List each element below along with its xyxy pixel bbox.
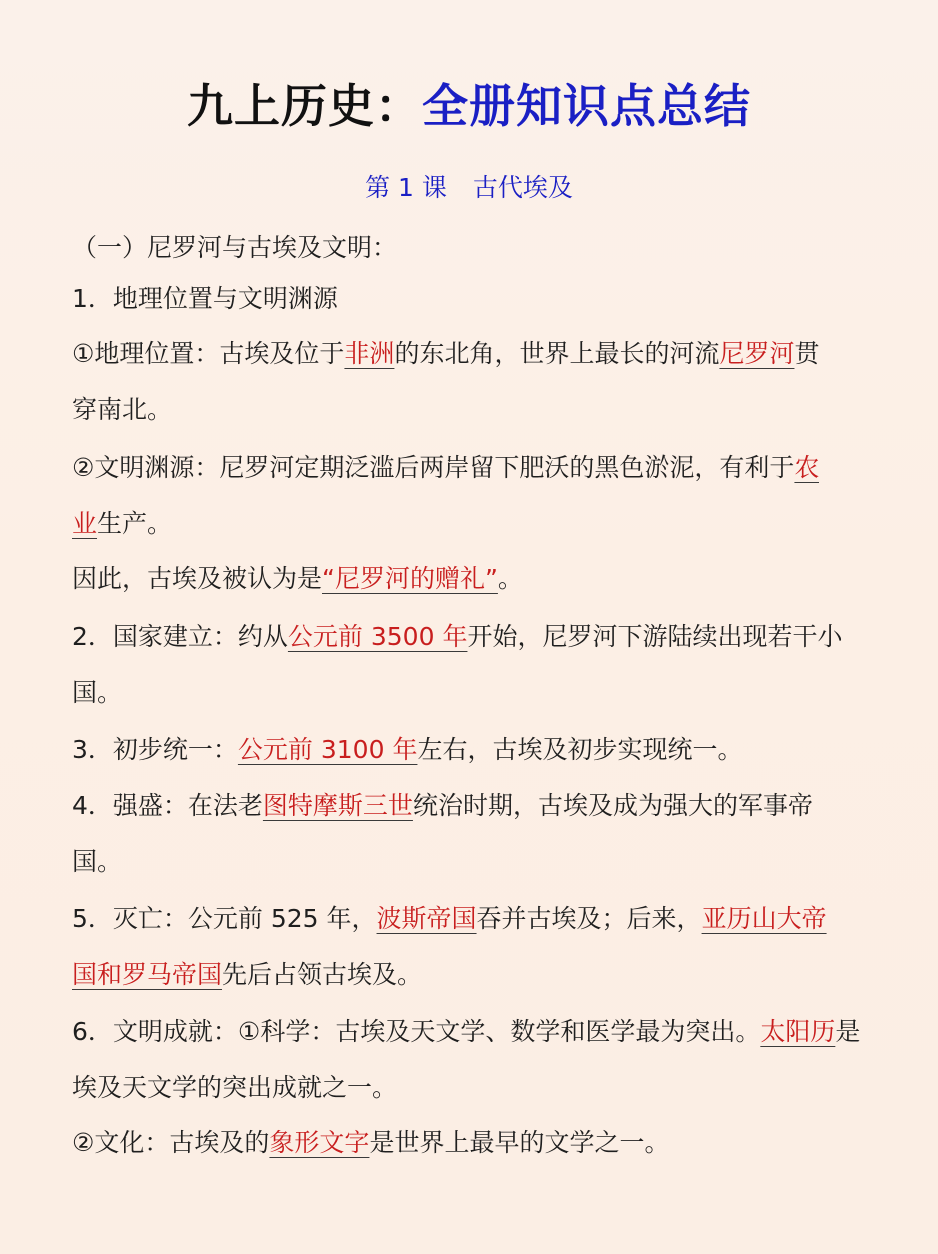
text-line xyxy=(72,790,813,822)
keyword: 非洲 xyxy=(344,339,395,368)
text-line xyxy=(72,338,819,370)
text-line xyxy=(72,734,742,766)
text-span: 开始，尼罗河下游陆续出现若干小 xyxy=(467,622,843,651)
keyword: 公元前 3100 年 xyxy=(237,735,418,764)
text-line xyxy=(72,283,338,315)
text-span: 因此，古埃及被认为是 xyxy=(72,564,323,593)
text-span: 3．初步统一： xyxy=(72,735,238,764)
title-highlight: 全册知识点总结 xyxy=(422,79,751,133)
text-span: 1．地理位置与文明渊源 xyxy=(72,284,338,313)
text-span: 国。 xyxy=(72,847,123,876)
keyword: 亚历山大帝 xyxy=(701,904,827,933)
text-span: 左右，古埃及初步实现统一。 xyxy=(417,735,743,764)
text-span: 2．国家建立：约从 xyxy=(72,622,288,651)
text-span: 。 xyxy=(497,564,523,593)
text-span: 生产。 xyxy=(97,509,173,538)
text-span: 国。 xyxy=(72,678,123,707)
text-span: 贯 xyxy=(794,339,820,368)
text-line xyxy=(72,508,172,540)
keyword: 图特摩斯三世 xyxy=(262,791,413,820)
text-span: 埃及天文学的突出成就之一。 xyxy=(72,1073,398,1102)
text-span: 5．灭亡：公元前 525 年， xyxy=(72,904,377,933)
keyword: 太阳历 xyxy=(760,1017,836,1046)
text-span: 先后占领古埃及。 xyxy=(222,960,423,989)
text-span: 是 xyxy=(835,1017,861,1046)
text-span: 是世界上最早的文学之一。 xyxy=(369,1128,670,1157)
keyword: 公元前 3500 年 xyxy=(287,622,468,651)
text-span: 4．强盛：在法老 xyxy=(72,791,263,820)
keyword: 波斯帝国 xyxy=(376,904,477,933)
text-span: 的东北角，世界上最长的河流 xyxy=(394,339,720,368)
text-line xyxy=(72,1016,860,1048)
text-line xyxy=(72,903,827,935)
lesson-number: 第 1 课 xyxy=(365,173,447,202)
text-line xyxy=(72,563,523,595)
text-span: ①地理位置：古埃及位于 xyxy=(72,339,345,368)
title-prefix: 九上历史： xyxy=(187,79,422,133)
text-span: ②文化：古埃及的 xyxy=(72,1128,270,1157)
text-line xyxy=(72,1127,669,1159)
text-span: 吞并古埃及；后来， xyxy=(476,904,702,933)
section-heading: （一）尼罗河与古埃及文明： xyxy=(72,233,398,262)
text-line xyxy=(72,846,122,878)
text-line xyxy=(72,621,842,653)
keyword: 业 xyxy=(72,509,98,538)
text-span: 6．文明成就：①科学：古埃及天文学、数学和医学最为突出。 xyxy=(72,1017,761,1046)
text-line xyxy=(72,394,172,426)
keyword: 象形文字 xyxy=(269,1128,370,1157)
text-line xyxy=(72,959,422,991)
text-line xyxy=(72,677,122,709)
keyword: 国和罗马帝国 xyxy=(72,960,223,989)
text-line xyxy=(72,452,819,484)
text-span: ②文明渊源：尼罗河定期泛滥后两岸留下肥沃的黑色淤泥，有利于 xyxy=(72,453,795,482)
text-span: 统治时期，古埃及成为强大的军事帝 xyxy=(412,791,813,820)
keyword: 尼罗河 xyxy=(719,339,795,368)
lesson-name: 古代埃及 xyxy=(472,173,573,202)
keyword: 农 xyxy=(794,453,820,482)
text-span: 穿南北。 xyxy=(72,395,173,424)
text-line xyxy=(72,1072,397,1104)
keyword: “尼罗河的赠礼” xyxy=(322,564,498,593)
